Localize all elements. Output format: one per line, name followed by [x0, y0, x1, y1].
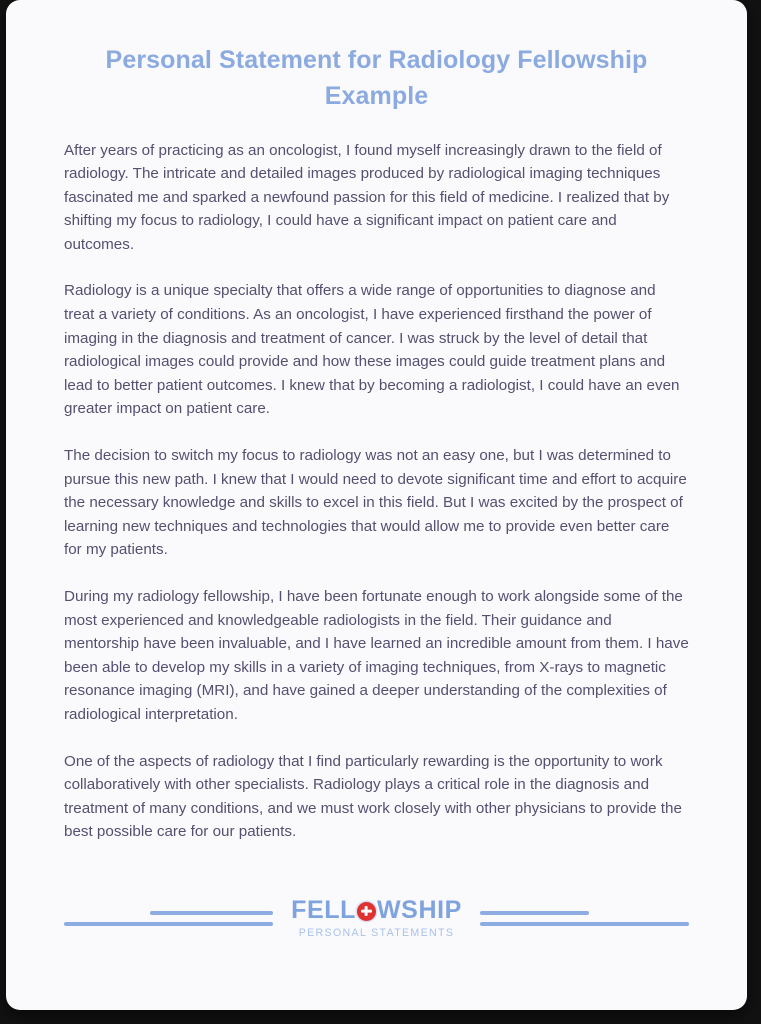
document-paragraphs — [64, 139, 689, 844]
document-body — [6, 0, 747, 1010]
paragraph: The decision to switch my focus to radiology was not an easy one, but I was determined to pursue this new path. I knew that I would need to devote significant time and effort to acquire the necessary knowledge and skills to excel in this field. But I was excited by the prospect of learning new techniques and technologies that would allow me to provide even better care for my patients. — [64, 447, 687, 559]
footer-divider-left — [64, 911, 273, 926]
divider-line — [480, 922, 689, 926]
paragraph: After years of practicing as an oncologist, I found myself increasingly drawn to the field of radiology. The intricate and detailed images produced by radiological imaging techniques fascinated me and sparked a newfound passion for this field of medicine. I realized that by shifting my focus to radiology, I could have a significant impact on patient care and outcomes. — [64, 141, 670, 253]
paragraph: One of the aspects of radiology that I find particularly rewarding is the opportunity to work collaboratively with other specialists. Radiology plays a critical role in the diagnosis and treatment of many conditions, and we must work closely with other physicians to provide the best possible care for our patients. — [64, 752, 682, 841]
brand-wordmark — [291, 895, 462, 924]
wordmark-text-right: WSHIP — [376, 895, 462, 924]
paragraph: Radiology is a unique specialty that offers a wide range of opportunities to diagnose and treat a variety of conditions. As an oncologist, I have experienced firsthand the power of imaging in the diagnosis and treatment of cancer. I was struck by the level of detail that radiological images could provide and how these images could guide treatment plans and lead to better patient outcomes. I knew that by becoming a radiologist, I could have an even greater impact on patient care. — [64, 282, 680, 418]
divider-line — [64, 922, 273, 926]
divider-line — [150, 911, 273, 915]
paragraph: During my radiology fellowship, I have been fortunate enough to work alongside some of the most experienced and knowledgeable radiologists in the field. Their guidance and mentorship have been invaluable, and I have learned an incredible amount from them. I have been able to develop my skills in a variety of imaging techniques, from X-rays to magnetic resonance imaging (MRI), and have gained a deeper understanding of the complexities of radiological interpretation. — [64, 588, 689, 723]
divider-line — [480, 911, 589, 915]
document-footer — [6, 888, 747, 948]
document-card — [6, 0, 747, 1010]
brand-logo — [273, 895, 480, 939]
brand-subtitle: PERSONAL STATEMENTS — [298, 926, 455, 939]
footer-divider-right — [480, 911, 689, 926]
wordmark-text-left: FELL — [291, 895, 356, 924]
page-title: Personal Statement for Radiology Fellowship Example — [105, 46, 648, 111]
medical-cross-icon — [357, 902, 376, 921]
